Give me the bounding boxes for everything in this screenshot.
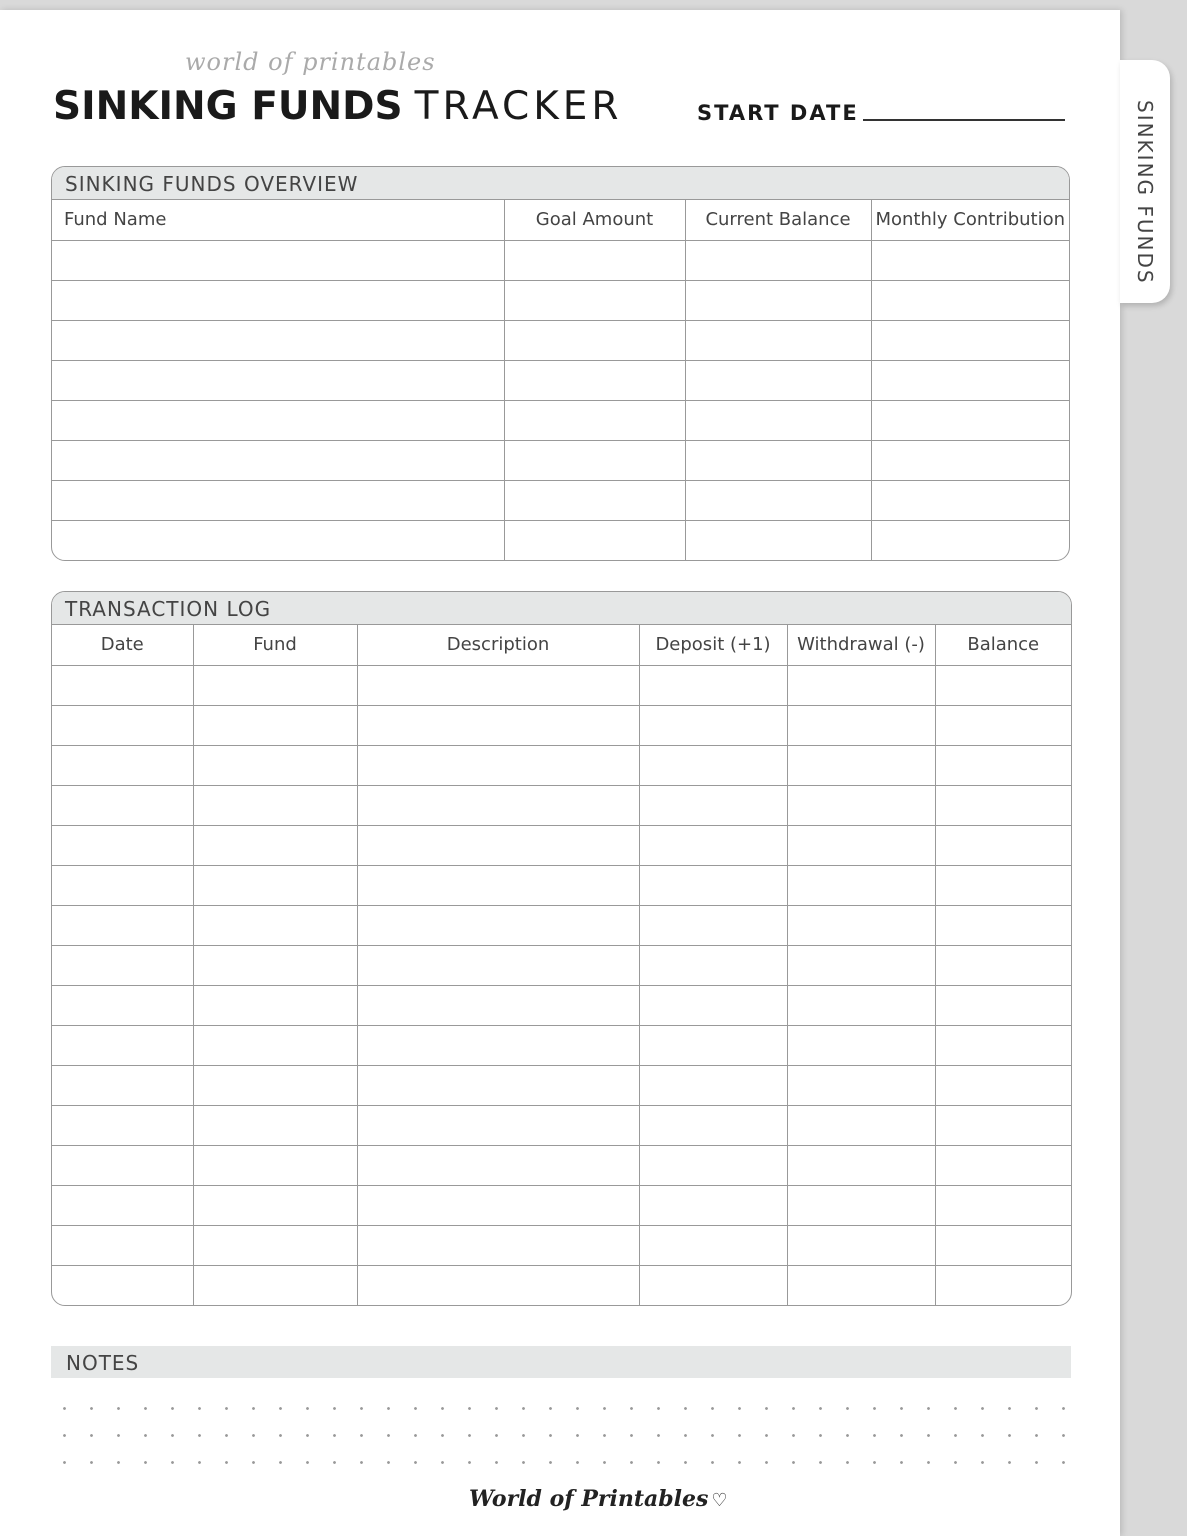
- overview-cell[interactable]: [504, 480, 685, 520]
- overview-cell[interactable]: [504, 320, 685, 360]
- transaction-row: [52, 945, 1071, 985]
- transaction-row: [52, 825, 1071, 865]
- col-goal-amount: Goal Amount: [504, 200, 685, 240]
- overview-cell[interactable]: [685, 480, 871, 520]
- notes-title: NOTES: [51, 1346, 1071, 1378]
- overview-cell[interactable]: [504, 400, 685, 440]
- transaction-cell[interactable]: [935, 1025, 1071, 1065]
- overview-row: [52, 320, 1069, 360]
- transaction-cell[interactable]: [935, 1105, 1071, 1145]
- overview-cell[interactable]: [871, 480, 1069, 520]
- transaction-row: [52, 905, 1071, 945]
- transaction-cell[interactable]: [193, 985, 357, 1025]
- overview-cell[interactable]: [504, 520, 685, 560]
- transaction-cell[interactable]: [639, 705, 787, 745]
- transaction-cell[interactable]: [787, 745, 935, 785]
- overview-row: [52, 440, 1069, 480]
- transaction-cell[interactable]: [935, 945, 1071, 985]
- transaction-cell[interactable]: [193, 1265, 357, 1305]
- transaction-cell[interactable]: [935, 745, 1071, 785]
- transaction-cell[interactable]: [357, 985, 639, 1025]
- transaction-cell[interactable]: [193, 1225, 357, 1265]
- overview-cell[interactable]: [504, 360, 685, 400]
- transaction-cell[interactable]: [639, 1265, 787, 1305]
- overview-cell[interactable]: [871, 520, 1069, 560]
- transaction-row: [52, 1065, 1071, 1105]
- transaction-cell[interactable]: [935, 905, 1071, 945]
- transaction-cell[interactable]: [193, 785, 357, 825]
- transaction-cell[interactable]: [52, 705, 193, 745]
- heart-icon: ♡: [711, 1490, 728, 1511]
- overview-cell[interactable]: [685, 520, 871, 560]
- transaction-cell[interactable]: [52, 1265, 193, 1305]
- transaction-row: [52, 745, 1071, 785]
- transaction-cell[interactable]: [52, 665, 193, 705]
- transaction-cell[interactable]: [357, 905, 639, 945]
- transaction-cell[interactable]: [787, 1185, 935, 1225]
- transaction-cell[interactable]: [787, 905, 935, 945]
- col-balance: Balance: [935, 625, 1071, 665]
- transaction-cell[interactable]: [193, 1025, 357, 1065]
- transaction-cell[interactable]: [52, 1065, 193, 1105]
- overview-row: [52, 400, 1069, 440]
- overview-cell[interactable]: [871, 240, 1069, 280]
- transaction-cell[interactable]: [193, 1145, 357, 1185]
- transaction-cell[interactable]: [357, 1185, 639, 1225]
- transaction-cell[interactable]: [935, 1225, 1071, 1265]
- overview-cell[interactable]: [52, 480, 504, 520]
- col-withdrawal: Withdrawal (-): [787, 625, 935, 665]
- overview-cell[interactable]: [871, 400, 1069, 440]
- transaction-row: [52, 705, 1071, 745]
- transaction-cell[interactable]: [193, 905, 357, 945]
- side-tab-label: SINKING FUNDS: [1133, 100, 1157, 285]
- col-deposit: Deposit (+1): [639, 625, 787, 665]
- transaction-cell[interactable]: [52, 785, 193, 825]
- col-date: Date: [52, 625, 193, 665]
- transaction-cell[interactable]: [52, 745, 193, 785]
- transaction-cell[interactable]: [935, 985, 1071, 1025]
- transaction-cell[interactable]: [787, 1105, 935, 1145]
- footer-brand-text: World of Printables: [469, 1486, 709, 1512]
- transaction-cell[interactable]: [787, 665, 935, 705]
- overview-cell[interactable]: [52, 360, 504, 400]
- transaction-cell[interactable]: [357, 945, 639, 985]
- col-fund-name: Fund Name: [52, 200, 504, 240]
- col-description: Description: [357, 625, 639, 665]
- transaction-cell[interactable]: [935, 865, 1071, 905]
- transaction-row: [52, 665, 1071, 705]
- overview-row: [52, 240, 1069, 280]
- transaction-cell[interactable]: [935, 705, 1071, 745]
- transaction-cell[interactable]: [357, 1105, 639, 1145]
- start-date-field[interactable]: [863, 119, 1065, 121]
- transaction-cell[interactable]: [787, 785, 935, 825]
- transaction-cell[interactable]: [357, 1145, 639, 1185]
- transaction-cell[interactable]: [52, 1025, 193, 1065]
- transaction-cell[interactable]: [639, 985, 787, 1025]
- overview-cell[interactable]: [504, 280, 685, 320]
- col-monthly-contribution: Monthly Contribution: [871, 200, 1069, 240]
- transaction-row: [52, 1265, 1071, 1305]
- transaction-cell[interactable]: [787, 865, 935, 905]
- transaction-cell[interactable]: [639, 1145, 787, 1185]
- transaction-cell[interactable]: [787, 1265, 935, 1305]
- transaction-cell[interactable]: [357, 1025, 639, 1065]
- transaction-table: [52, 625, 1071, 1305]
- transaction-cell[interactable]: [193, 745, 357, 785]
- transaction-cell[interactable]: [52, 1145, 193, 1185]
- title-bold: SINKING FUNDS: [53, 84, 403, 129]
- overview-cell[interactable]: [52, 520, 504, 560]
- transaction-cell[interactable]: [193, 825, 357, 865]
- transaction-cell[interactable]: [52, 905, 193, 945]
- transaction-title: TRANSACTION LOG: [52, 592, 1071, 625]
- transaction-row: [52, 1145, 1071, 1185]
- overview-cell[interactable]: [52, 400, 504, 440]
- transaction-cell[interactable]: [935, 785, 1071, 825]
- transaction-cell[interactable]: [787, 705, 935, 745]
- transaction-row: [52, 1025, 1071, 1065]
- overview-table: [52, 200, 1069, 560]
- transaction-cell[interactable]: [639, 825, 787, 865]
- overview-cell[interactable]: [685, 280, 871, 320]
- transaction-cell[interactable]: [639, 1185, 787, 1225]
- transaction-cell[interactable]: [639, 1105, 787, 1145]
- overview-cell[interactable]: [685, 440, 871, 480]
- col-fund: Fund: [193, 625, 357, 665]
- notes-dot-grid[interactable]: [51, 1395, 1075, 1465]
- transaction-cell[interactable]: [639, 785, 787, 825]
- footer-brand-logo: [469, 1486, 728, 1512]
- overview-cell[interactable]: [871, 280, 1069, 320]
- transaction-cell[interactable]: [357, 745, 639, 785]
- transaction-cell[interactable]: [52, 1225, 193, 1265]
- transaction-cell[interactable]: [639, 1065, 787, 1105]
- overview-cell[interactable]: [871, 440, 1069, 480]
- transaction-cell[interactable]: [787, 945, 935, 985]
- transaction-cell[interactable]: [357, 665, 639, 705]
- transaction-cell[interactable]: [357, 705, 639, 745]
- transaction-cell[interactable]: [52, 1105, 193, 1145]
- transaction-section: [51, 591, 1072, 1306]
- transaction-cell[interactable]: [935, 665, 1071, 705]
- transaction-cell[interactable]: [193, 1105, 357, 1145]
- transaction-cell[interactable]: [787, 1225, 935, 1265]
- transaction-cell[interactable]: [787, 985, 935, 1025]
- transaction-cell[interactable]: [357, 1065, 639, 1105]
- transaction-cell[interactable]: [639, 745, 787, 785]
- overview-cell[interactable]: [685, 400, 871, 440]
- transaction-cell[interactable]: [357, 1225, 639, 1265]
- overview-cell[interactable]: [52, 280, 504, 320]
- transaction-cell[interactable]: [357, 1265, 639, 1305]
- start-date-label: START DATE: [697, 101, 859, 125]
- transaction-cell[interactable]: [52, 865, 193, 905]
- transaction-row: [52, 1185, 1071, 1225]
- brand-script-logo: world of printables: [185, 48, 436, 76]
- transaction-cell[interactable]: [193, 705, 357, 745]
- transaction-cell[interactable]: [357, 825, 639, 865]
- transaction-row: [52, 865, 1071, 905]
- transaction-cell[interactable]: [357, 785, 639, 825]
- transaction-cell[interactable]: [935, 1265, 1071, 1305]
- transaction-cell[interactable]: [639, 865, 787, 905]
- transaction-cell[interactable]: [639, 945, 787, 985]
- overview-cell[interactable]: [52, 320, 504, 360]
- overview-section: [51, 166, 1070, 561]
- overview-cell[interactable]: [685, 360, 871, 400]
- transaction-cell[interactable]: [935, 1145, 1071, 1185]
- transaction-cell[interactable]: [787, 1025, 935, 1065]
- transaction-cell[interactable]: [639, 665, 787, 705]
- transaction-cell[interactable]: [52, 945, 193, 985]
- overview-cell[interactable]: [52, 240, 504, 280]
- transaction-cell[interactable]: [357, 865, 639, 905]
- transaction-cell[interactable]: [639, 1025, 787, 1065]
- overview-cell[interactable]: [504, 440, 685, 480]
- overview-row: [52, 360, 1069, 400]
- transaction-cell[interactable]: [193, 865, 357, 905]
- transaction-cell[interactable]: [787, 1145, 935, 1185]
- transaction-cell[interactable]: [193, 1065, 357, 1105]
- title-light: TRACKER: [414, 84, 623, 129]
- transaction-cell[interactable]: [935, 1185, 1071, 1225]
- page-title: [53, 84, 623, 129]
- transaction-cell[interactable]: [193, 1185, 357, 1225]
- transaction-row: [52, 1225, 1071, 1265]
- overview-cell[interactable]: [504, 240, 685, 280]
- transaction-cell[interactable]: [193, 665, 357, 705]
- transaction-cell[interactable]: [639, 1225, 787, 1265]
- col-current-balance: Current Balance: [685, 200, 871, 240]
- transaction-cell[interactable]: [52, 985, 193, 1025]
- overview-row: [52, 480, 1069, 520]
- overview-cell[interactable]: [685, 240, 871, 280]
- transaction-cell[interactable]: [52, 1185, 193, 1225]
- overview-cell[interactable]: [52, 440, 504, 480]
- overview-row: [52, 520, 1069, 560]
- transaction-cell[interactable]: [639, 905, 787, 945]
- transaction-cell[interactable]: [787, 825, 935, 865]
- overview-cell[interactable]: [871, 320, 1069, 360]
- transaction-row: [52, 785, 1071, 825]
- overview-cell[interactable]: [685, 320, 871, 360]
- overview-row: [52, 280, 1069, 320]
- overview-cell[interactable]: [871, 360, 1069, 400]
- transaction-cell[interactable]: [935, 1065, 1071, 1105]
- transaction-row: [52, 1105, 1071, 1145]
- transaction-cell[interactable]: [935, 825, 1071, 865]
- transaction-cell[interactable]: [52, 825, 193, 865]
- transaction-row: [52, 985, 1071, 1025]
- transaction-cell[interactable]: [193, 945, 357, 985]
- overview-title: SINKING FUNDS OVERVIEW: [52, 167, 1069, 200]
- transaction-cell[interactable]: [787, 1065, 935, 1105]
